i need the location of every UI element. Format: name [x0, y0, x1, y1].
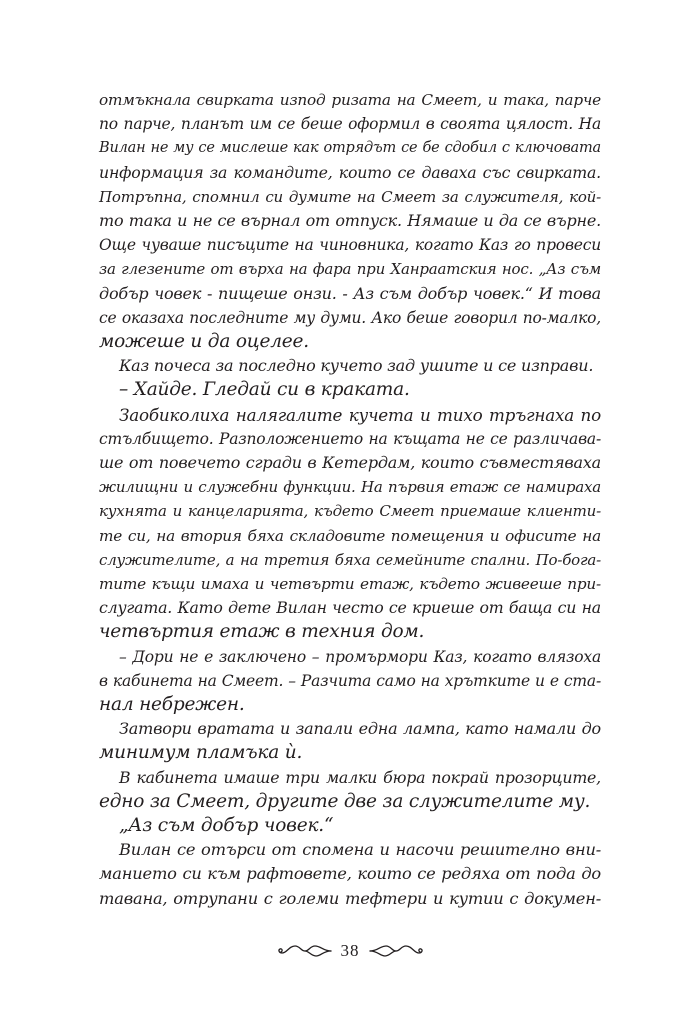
text-line: отмъкнала свирката изпод ризата на Смеет, и така, парче [99, 91, 601, 109]
text-line: слугата. Като дете Вилан често се криеше от баща си на [99, 598, 601, 618]
text-line: В кабинета имаше три малки бюра покрай прозорците, [119, 767, 601, 787]
text-line: минимум пламъка ѝ. [99, 742, 303, 764]
text-line: те си, на втория бяха складовите помещения и офисите на [99, 526, 601, 545]
text-line: кухнята и канцеларията, където Смеет приемаше клиенти- [99, 502, 601, 521]
text-line: Вилан се отърси от спомена и насочи решително вни- [119, 840, 601, 860]
text-line: манието си към рафтовете, които се редяха от пода до [99, 864, 601, 884]
text-line: Вилан не му се мислеше как отрядът се бе сдобил с ключовата [99, 140, 601, 157]
left-flourish-icon [277, 943, 333, 959]
text-line: Още чуваше писъците на чиновника, когато Каз го провеси [99, 236, 601, 255]
text-line: служителите, а на третия бяха семейните спални. По-бога- [99, 550, 601, 569]
text-line: Заобиколиха налягалите кучета и тихо тръгнаха по [119, 404, 601, 425]
right-flourish-icon [368, 943, 424, 959]
text-line: нал небрежен. [99, 694, 245, 715]
text-line: за глезените от върха на фара при Ханраатския нос. „Аз съм [99, 260, 601, 279]
text-line: информация за командите, които се даваха със свирката. [99, 162, 601, 182]
page-number: 38 [340, 941, 360, 960]
text-line: – Дори не е заключено – промърмори Каз, когато влязоха [119, 647, 601, 666]
page-number-ornament [0, 936, 700, 966]
text-line: то така и не се върнал от отпуск. Нямаше и да се върне. [99, 211, 601, 230]
text-line: „Аз съм добър човек.“ [119, 815, 334, 836]
text-line: жилищни и служебни функции. На първия етаж се намираха [99, 478, 601, 497]
text-line: тите къщи имаха и четвърти етаж, където живееше при- [99, 575, 601, 593]
text-line: едно за Смеет, другите две за служителите му. [99, 790, 591, 812]
text-line: – Хайде. Гледай си в краката. [119, 379, 410, 401]
text-line: в кабинета на Смеет. – Разчита само на хрътките и е ста- [99, 671, 601, 690]
text-line: Затвори вратата и запали една лампа, като намали до [119, 719, 601, 739]
text-line: четвъртия етаж в техния дом. [99, 621, 425, 643]
text-line: по парче, планът им се беше оформил в своята цялост. На [99, 115, 601, 134]
text-line: Потръпна, спомнил си думите на Смеет за служителя, кой- [99, 187, 601, 206]
text-line: стълбището. Разположението на къщата не се различава- [99, 429, 601, 448]
text-line: Каз почеса за последно кучето зад ушите и се изправи. [119, 356, 594, 376]
text-line: можеше и да оцелее. [99, 331, 309, 352]
text-line: се оказаха последните му думи. Ако беше говорил по-малко, [99, 308, 601, 327]
text-line: добър човек - пищеше онзи. - Аз съм добър човек.“ И това [99, 283, 601, 303]
text-line: ше от повечето сгради в Кетердам, които съвместяваха [99, 453, 601, 472]
text-line: тавана, отрупани с големи тефтери и кутии с докумен- [99, 888, 601, 908]
